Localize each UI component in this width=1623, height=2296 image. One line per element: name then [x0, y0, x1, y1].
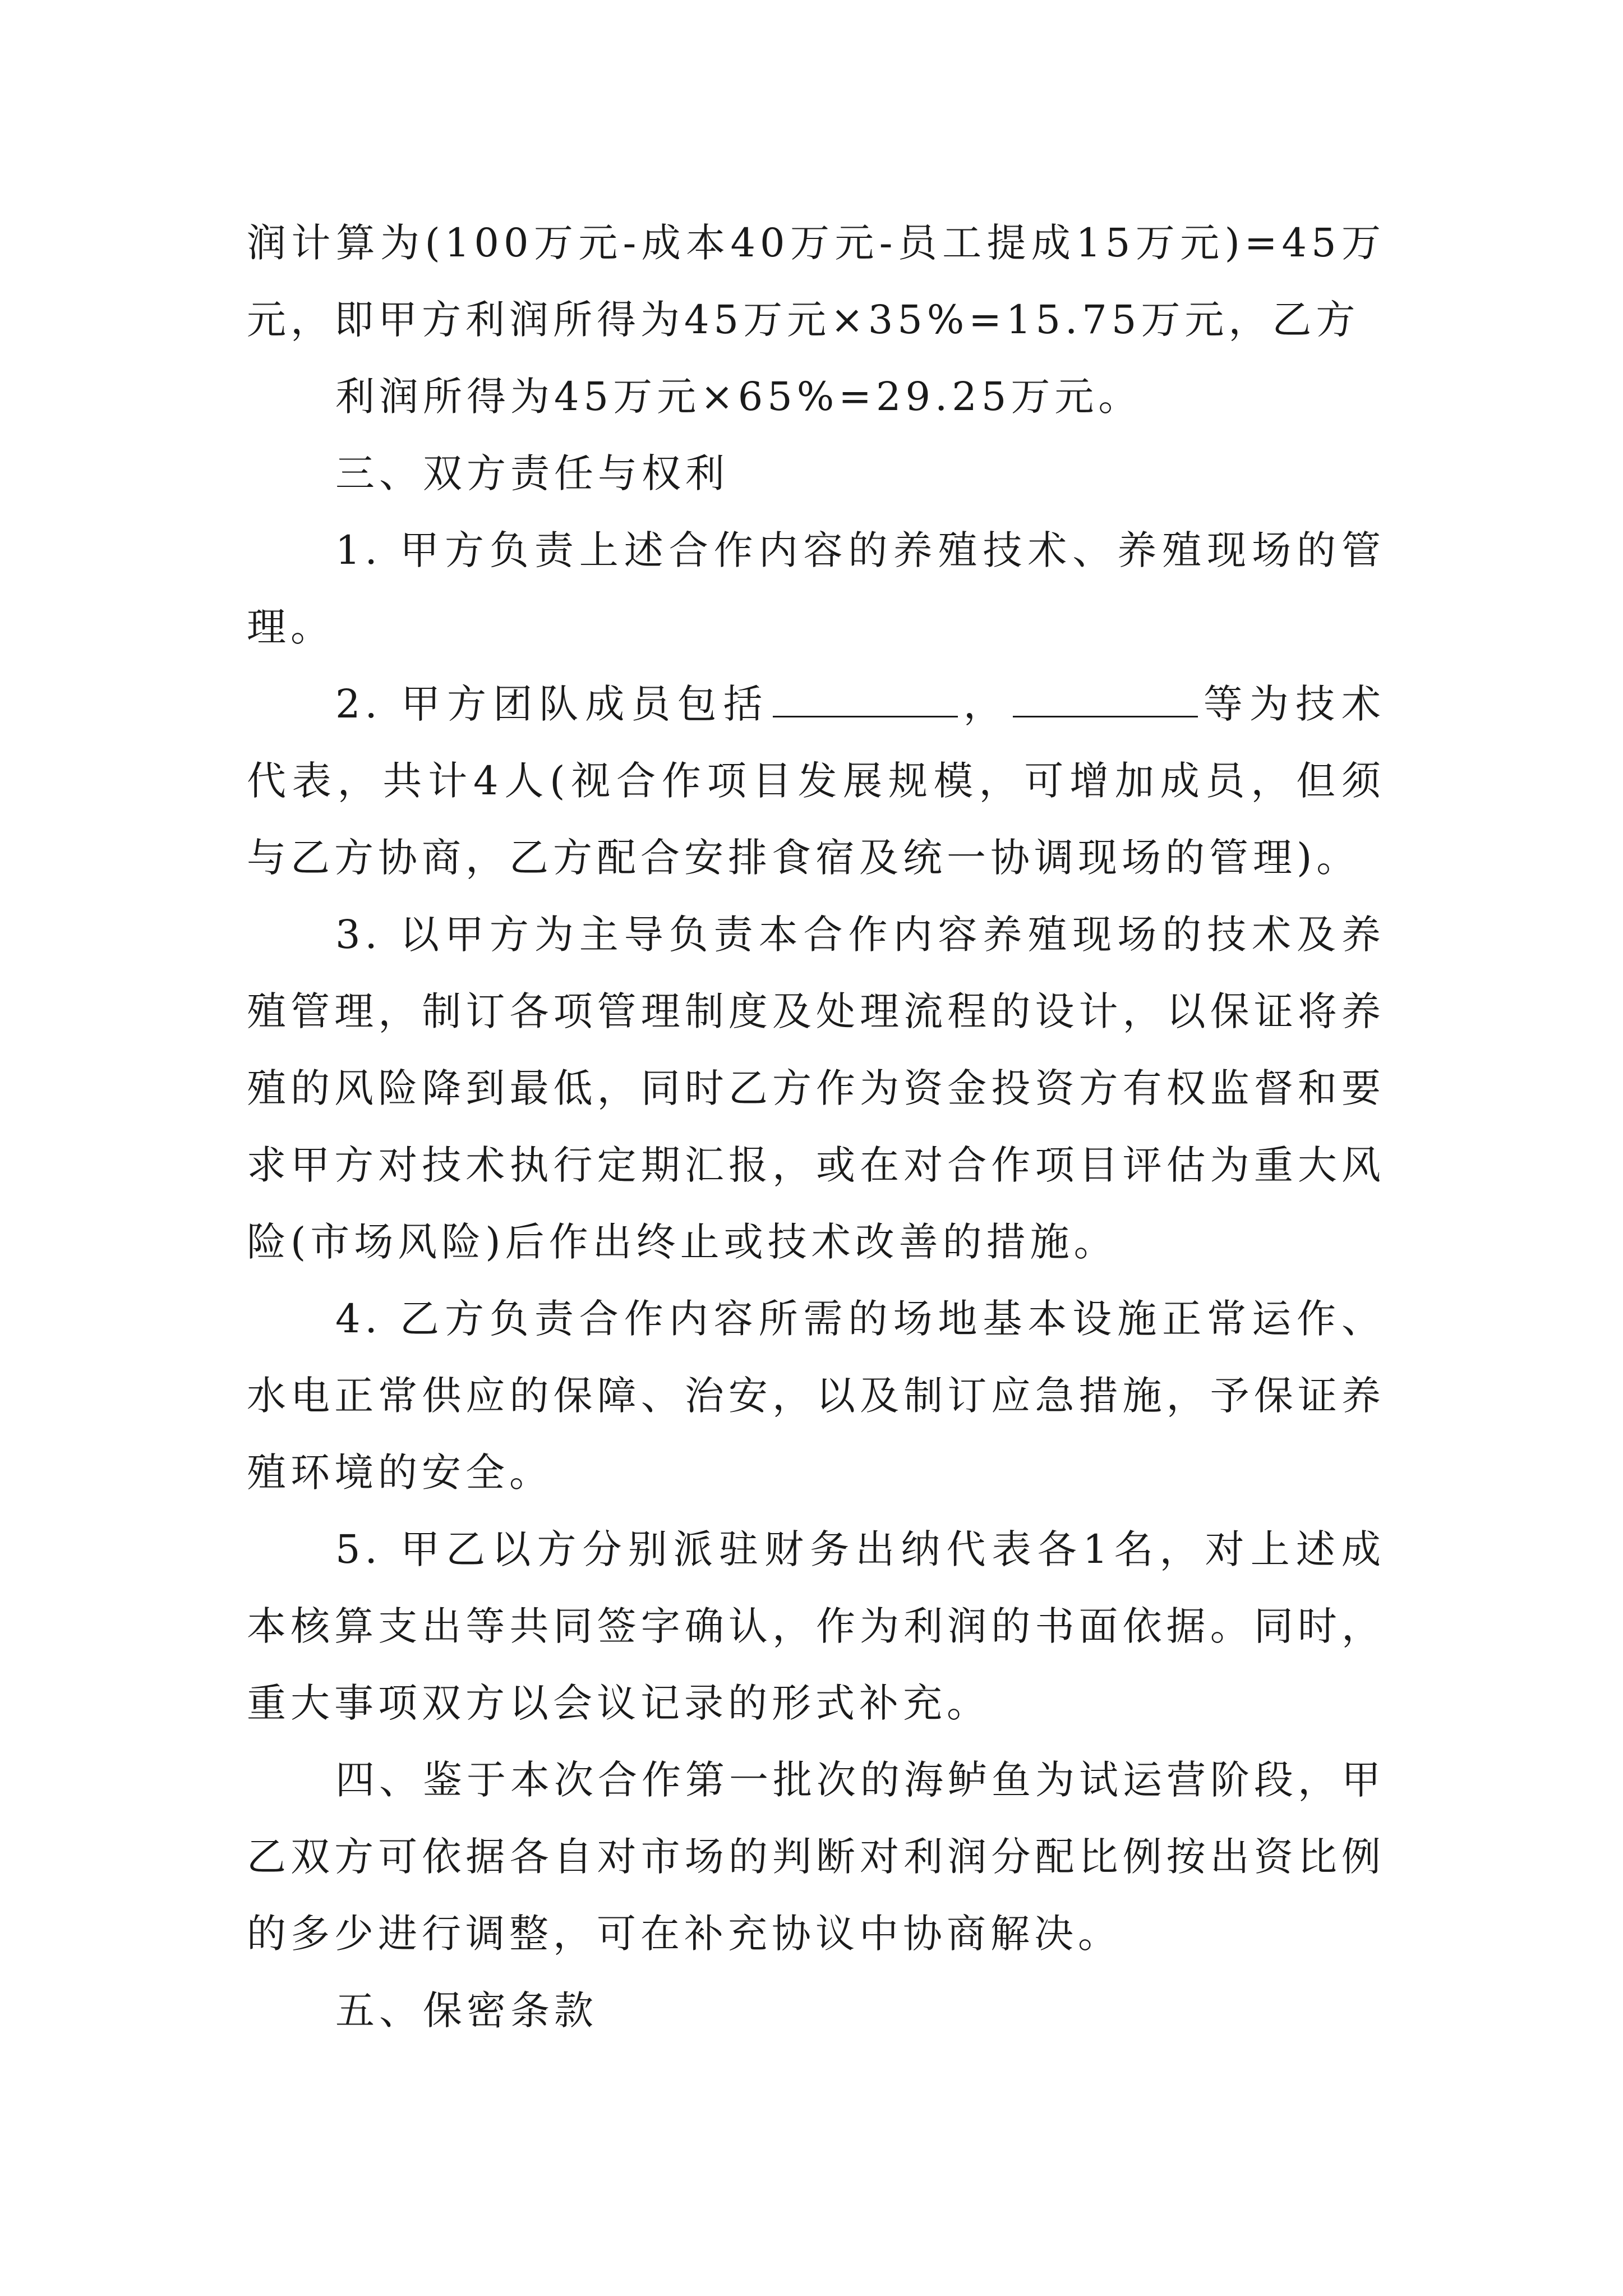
blank-member-1	[773, 681, 958, 717]
paragraph-profit-calculation: 润计算为(100万元-成本40万元-员工提成15万元)=45万元，即甲方利润所得为45万元×35%=15.75万元，乙方	[247, 220, 1385, 343]
paragraph-party-b-profit: 利润所得为45万元×65%=29.25万元。	[335, 374, 1142, 420]
clause-2-separator: ，	[961, 681, 1009, 727]
clause-1: 1. 甲方负责上述合作内容的养殖技术、养殖现场的管理。	[247, 527, 1385, 650]
section-heading-confidentiality: 五、保密条款	[335, 1987, 598, 2033]
clause-2-suffix: 等为技术代表，共计4人(视合作项目发展规模，可增加成员，但须与乙方协商，乙方配合安排食宿及统一协调现场的管理)。	[247, 681, 1386, 881]
blank-member-2	[1013, 681, 1198, 717]
section-heading-responsibilities: 三、双方责任与权利	[335, 450, 729, 496]
section-four: 四、鉴于本次合作第一批次的海鲈鱼为试运营阶段，甲乙双方可依据各自对市场的判断对利润分配比例按出资比例的多少进行调整，可在补充协议中协商解决。	[247, 1757, 1385, 1957]
clause-3: 3. 以甲方为主导负责本合作内容养殖现场的技术及养殖管理，制订各项管理制度及处理流程的设计，以保证将养殖的风险降到最低，同时乙方作为资金投资方有权监督和要求甲方对技术执行定期汇报，或在对合作项目评估为重大风险(市场风险)后作出终止或技术改善的措施。	[247, 912, 1385, 1265]
clause-2	[247, 666, 1385, 896]
clause-5: 5. 甲乙以方分别派驻财务出纳代表各1名，对上述成本核算支出等共同签字确认，作为利润的书面依据。同时，重大事项双方以会议记录的形式补充。	[247, 1526, 1385, 1726]
clause-4: 4. 乙方负责合作内容所需的场地基本设施正常运作、水电正常供应的保障、治安，以及制订应急措施，予保证养殖环境的安全。	[247, 1296, 1385, 1496]
clause-2-prefix: 2. 甲方团队成员包括	[335, 681, 769, 727]
document-body	[247, 205, 1385, 2049]
